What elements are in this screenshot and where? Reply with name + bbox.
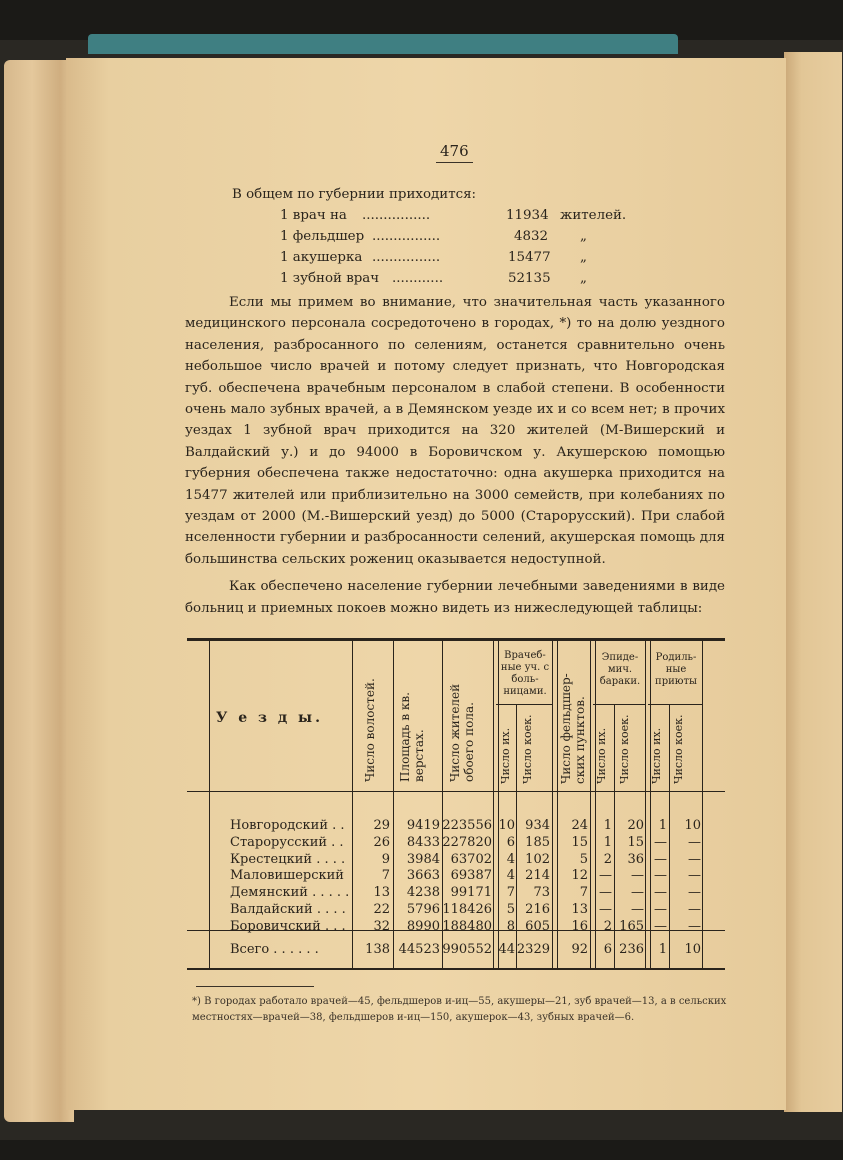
table-cell-area: 9419 <box>406 818 440 833</box>
summary-label: 1 зубной врач <box>280 271 380 286</box>
table-cell-pop: 63702 <box>450 851 492 867</box>
table-cell-ek: 36 <box>627 851 644 867</box>
group-header-rod: Родиль-ные приюты <box>655 652 697 687</box>
table-divider <box>669 704 670 968</box>
table-divider <box>352 641 353 968</box>
table-divider <box>552 641 558 968</box>
table-divider <box>516 704 517 968</box>
book-ribbon-edge <box>88 34 678 54</box>
table-cell-area: 8433 <box>406 834 440 850</box>
table-cell-rn: — <box>654 868 667 884</box>
table-cell-vk: 216 <box>525 902 550 917</box>
table-divider <box>702 641 703 968</box>
table-cell-vk: 185 <box>525 834 550 850</box>
table-bottom-rule <box>187 968 725 970</box>
summary-intro: В общем по губернии приходится: <box>232 187 477 202</box>
table-cell-en: 2 <box>603 918 612 934</box>
total-cell-area: 44523 <box>398 942 440 957</box>
total-cell-rk: 10 <box>684 942 701 957</box>
table-cell-vk: 214 <box>525 868 550 884</box>
table-cell-name: Боровичский . . . <box>230 918 346 934</box>
total-cell-vn: 44 <box>498 942 515 957</box>
col-header-uezdy: У е з д ы. <box>216 710 323 726</box>
table-cell-vn: 7 <box>506 885 515 901</box>
table-cell-name: Валдайский . . . . <box>230 902 346 917</box>
table-cell-area: 3984 <box>406 851 440 867</box>
table-cell-en: 1 <box>603 818 612 833</box>
table-cell-pop: 99171 <box>450 885 492 901</box>
table-cell-rn: — <box>654 918 667 934</box>
total-cell-ek: 236 <box>619 942 644 957</box>
table-cell-pop: 223556 <box>442 818 492 833</box>
summary-dots: ................ <box>372 250 441 265</box>
table-cell-pop: 188480 <box>442 918 492 934</box>
table-cell-feld: 13 <box>571 902 588 917</box>
summary-value: 15477 <box>508 250 551 265</box>
table-cell-pop: 227820 <box>442 834 492 850</box>
col-header-vrach-k: Число коек. <box>521 714 534 784</box>
table-cell-rn: — <box>654 885 667 901</box>
summary-value: 11934 <box>506 208 549 223</box>
table-cell-en: 2 <box>603 851 612 867</box>
table-cell-rk: 10 <box>684 818 701 833</box>
table-cell-ek: 15 <box>627 834 644 850</box>
table-cell-rk: — <box>688 851 701 867</box>
table-cell-rk: — <box>688 834 701 850</box>
table-cell-rk: — <box>688 885 701 901</box>
summary-dots: ................ <box>362 208 431 223</box>
col-header-vrach-n: Число их. <box>499 727 512 784</box>
table-divider <box>614 704 615 968</box>
summary-unit: „ <box>580 271 587 286</box>
table-cell-vn: 4 <box>506 868 515 884</box>
table-cell-name: Маловишерский <box>230 868 344 884</box>
col-header-epid-k: Число коек. <box>618 714 631 784</box>
footnote-rule <box>196 986 314 987</box>
total-cell-volost: 138 <box>365 942 390 957</box>
col-header-rod-k: Число коек. <box>672 714 685 784</box>
table-cell-name: Новгородский . . <box>230 818 345 833</box>
table-cell-vn: 4 <box>506 851 515 867</box>
col-header-area: Площадь в кв. верстах. <box>398 692 426 782</box>
summary-label: 1 врач на <box>280 208 347 223</box>
table-cell-rn: — <box>654 902 667 917</box>
page-stack-right <box>784 52 842 1112</box>
summary-value: 4832 <box>514 229 549 244</box>
table-cell-volost: 7 <box>381 868 390 884</box>
col-header-epid-n: Число их. <box>595 727 608 784</box>
table-cell-vn: 5 <box>506 902 515 917</box>
table-cell-volost: 32 <box>373 918 390 934</box>
total-cell-pop: 990552 <box>442 942 492 957</box>
table-cell-rk: — <box>688 868 701 884</box>
table-cell-vn: 8 <box>506 918 515 934</box>
table-divider <box>393 641 394 968</box>
group-rule <box>593 704 645 705</box>
summary-unit: жителей. <box>560 208 627 223</box>
table-cell-name: Демянский . . . . . <box>230 885 350 901</box>
paragraph-2: Как обеспечено население губернии лечебными заведениями в виде больниц и приемных покоев можно видеть из нижеследующей таблицы: <box>185 579 725 616</box>
table-cell-vn: 6 <box>506 834 515 850</box>
table-cell-feld: 24 <box>571 818 588 833</box>
total-cell-en: 6 <box>603 942 612 957</box>
paragraph-1: Если мы примем во внимание, что значительная часть указанного медицинского персонала сосредоточено в городах, *) то на долю уездного населения, разбросанного по селениям, останется сравнительно очень небольшое число врачей и потому следует признать, что Новгородская губ. обеспечена врачебным персоналом в слабой степени. В особенности очень мало зубных врачей, а в Демянском уезде их и со всем нет; в прочих уездах 1 зубной врач приходится на 320 жителей (М-Вишерский и Валдайский у.) и до 94000 в Боровичском у. Акушерскою помощью губерния обеспечена также недостаточно: одна акушерка приходится на 15477 жителей или приблизительно на 3000 семейств, при колебаниях по уездам от 2000 (М.-Вишерский уезд) до 5000 (Старорусский). При слабой нселенности губернии и разбросанности селений, акушерская помощь для большинства сельских рожениц оказывается недоступной. <box>185 295 725 567</box>
total-cell-vk: 2329 <box>516 942 550 957</box>
table-cell-en: — <box>599 885 612 901</box>
table-cell-volost: 26 <box>373 834 390 850</box>
footnote: *) В городах работало врачей—45, фельдшеров и-иц—55, акушеры—21, зуб врачей—13, а в сельских местностях—врачей—38, фельдшеров и-иц—150, акушерок—43, зубных врачей—6. <box>192 996 727 1023</box>
table-cell-rk: — <box>688 918 701 934</box>
col-header-volost: Число волостей. <box>363 678 377 782</box>
table-divider <box>209 641 210 968</box>
table-cell-ek: — <box>631 868 644 884</box>
table-cell-rn: — <box>654 851 667 867</box>
table-cell-name: Крестецкий . . . . <box>230 851 346 867</box>
summary-unit: „ <box>580 250 587 265</box>
group-header-epid: Эпиде-мич. бараки. <box>599 652 641 687</box>
table-cell-en: — <box>599 868 612 884</box>
total-cell-rn: 1 <box>658 942 667 957</box>
table-cell-rn: — <box>654 834 667 850</box>
table-cell-area: 3663 <box>406 868 440 884</box>
table-cell-vk: 934 <box>525 818 550 833</box>
group-rule <box>496 704 552 705</box>
table-cell-pop: 69387 <box>450 868 492 884</box>
col-header-pop: Число жителей обоего пола. <box>448 683 476 782</box>
table-cell-feld: 5 <box>579 851 588 867</box>
table-cell-vk: 605 <box>525 918 550 934</box>
table-cell-feld: 7 <box>579 885 588 901</box>
table-cell-feld: 12 <box>571 868 588 884</box>
table-cell-ek: — <box>631 902 644 917</box>
summary-label: 1 акушерка <box>280 250 363 265</box>
table-cell-area: 5796 <box>406 902 440 917</box>
table-cell-vk: 102 <box>525 851 550 867</box>
table-cell-ek: 20 <box>627 818 644 833</box>
summary-label: 1 фельдшер <box>280 229 365 244</box>
table-cell-area: 4238 <box>406 885 440 901</box>
group-header-vrach: Врачеб-ные уч. с боль-ницами. <box>500 650 550 697</box>
table-cell-volost: 9 <box>381 851 390 867</box>
table-cell-volost: 29 <box>373 818 390 833</box>
table-cell-vn: 10 <box>498 818 515 833</box>
col-header-feld: Число фельдшер-ских пунктов. <box>559 673 587 784</box>
summary-unit: „ <box>580 229 587 244</box>
table-cell-feld: 16 <box>571 918 588 934</box>
table-divider <box>645 641 651 968</box>
table-cell-ek: — <box>631 885 644 901</box>
table-cell-feld: 15 <box>571 834 588 850</box>
total-cell-name: Всего . . . . . . <box>230 942 319 957</box>
page-stack-left <box>4 60 74 1122</box>
table-cell-en: — <box>599 902 612 917</box>
col-header-rod-n: Число их. <box>650 727 663 784</box>
table-cell-vk: 73 <box>533 885 550 901</box>
table-cell-en: 1 <box>603 834 612 850</box>
table-cell-volost: 13 <box>373 885 390 901</box>
summary-value: 52135 <box>508 271 551 286</box>
table-cell-rk: — <box>688 902 701 917</box>
table-cell-volost: 22 <box>373 902 390 917</box>
page-number: 476 <box>436 142 473 163</box>
table-cell-area: 8990 <box>406 918 440 934</box>
book-page <box>66 58 786 1110</box>
body-text <box>185 292 725 619</box>
total-cell-feld: 92 <box>571 942 588 957</box>
table-cell-rn: 1 <box>658 818 667 833</box>
summary-dots: ............ <box>392 271 444 286</box>
table-divider <box>590 641 596 968</box>
table-cell-pop: 118426 <box>442 902 492 917</box>
table-cell-ek: 165 <box>619 918 644 934</box>
table-cell-name: Старорусский . . <box>230 834 344 850</box>
summary-dots: ................ <box>372 229 441 244</box>
group-rule <box>648 704 702 705</box>
